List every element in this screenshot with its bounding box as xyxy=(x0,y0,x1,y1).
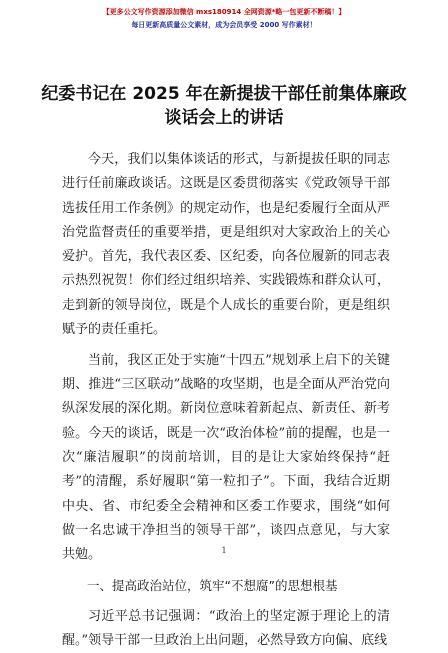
document-title-line-2: 谈话会上的讲话 xyxy=(164,108,284,128)
section-heading-1: 一、提高政治站位，筑牢“不想腐”的思想根基 xyxy=(87,578,338,594)
promo-banner-line-1: 【更多公文写作资源添加微信 mxs180914 全网资源*略一包更新不断稿！】 xyxy=(102,8,346,16)
body-paragraph-2: 当前，我区正处于实施“十四五”规划承上启下的关键期、推进“三区联动”战略的攻坚期，也是全面从严治党向纵深发展的深化期。新岗位意味着新起点、新责任、新考验。今天的谈话，既是一次“政治体检”前的提醒，也是一次“廉洁履职”的岗前培训，目的是让大家始终保持“赶考”的清醒，系好履职“第一粒扣子”。下面，我结合近期中央、省、市纪委全会精神和区委工作要求，围绕“如何做一名忠诚干净担当的领导干部”，谈四点意见，与大家共勉。 xyxy=(62,352,390,563)
body-paragraph-1: 今天，我们以集体谈话的形式，与新提拔任职的同志进行任前廉政谈话。这既是区委贯彻落实《党政领导干部选拔任用工作条例》的规定动作，也是纪委履行全面从严治党监督责任的重要举措，更是组织对大家政治上的关心爱护。首先，我代表区委、区纪委，向各位履新的同志表示热烈祝贺！你们经过组织培养、实践锻炼和群众认可，走到新的领导岗位，既是个人成长的重要台阶，更是组织赋予的责任重托。 xyxy=(62,152,390,338)
section-1-paragraph: 习近平总书记强调：“政治上的坚定源于理论上的清醒。”领导干部一旦政治上出问题，必然导致方向偏、底线 xyxy=(62,608,390,649)
document-body xyxy=(62,148,390,653)
page-number: 1 xyxy=(221,546,227,555)
document-title-line-1: 纪委书记在 2025 年在新提拔干部任前集体廉政 xyxy=(41,84,407,104)
promo-banner-line-2: 每日更新高质量公文素材，成为会员享受 2000 写作素材！ xyxy=(131,21,317,29)
